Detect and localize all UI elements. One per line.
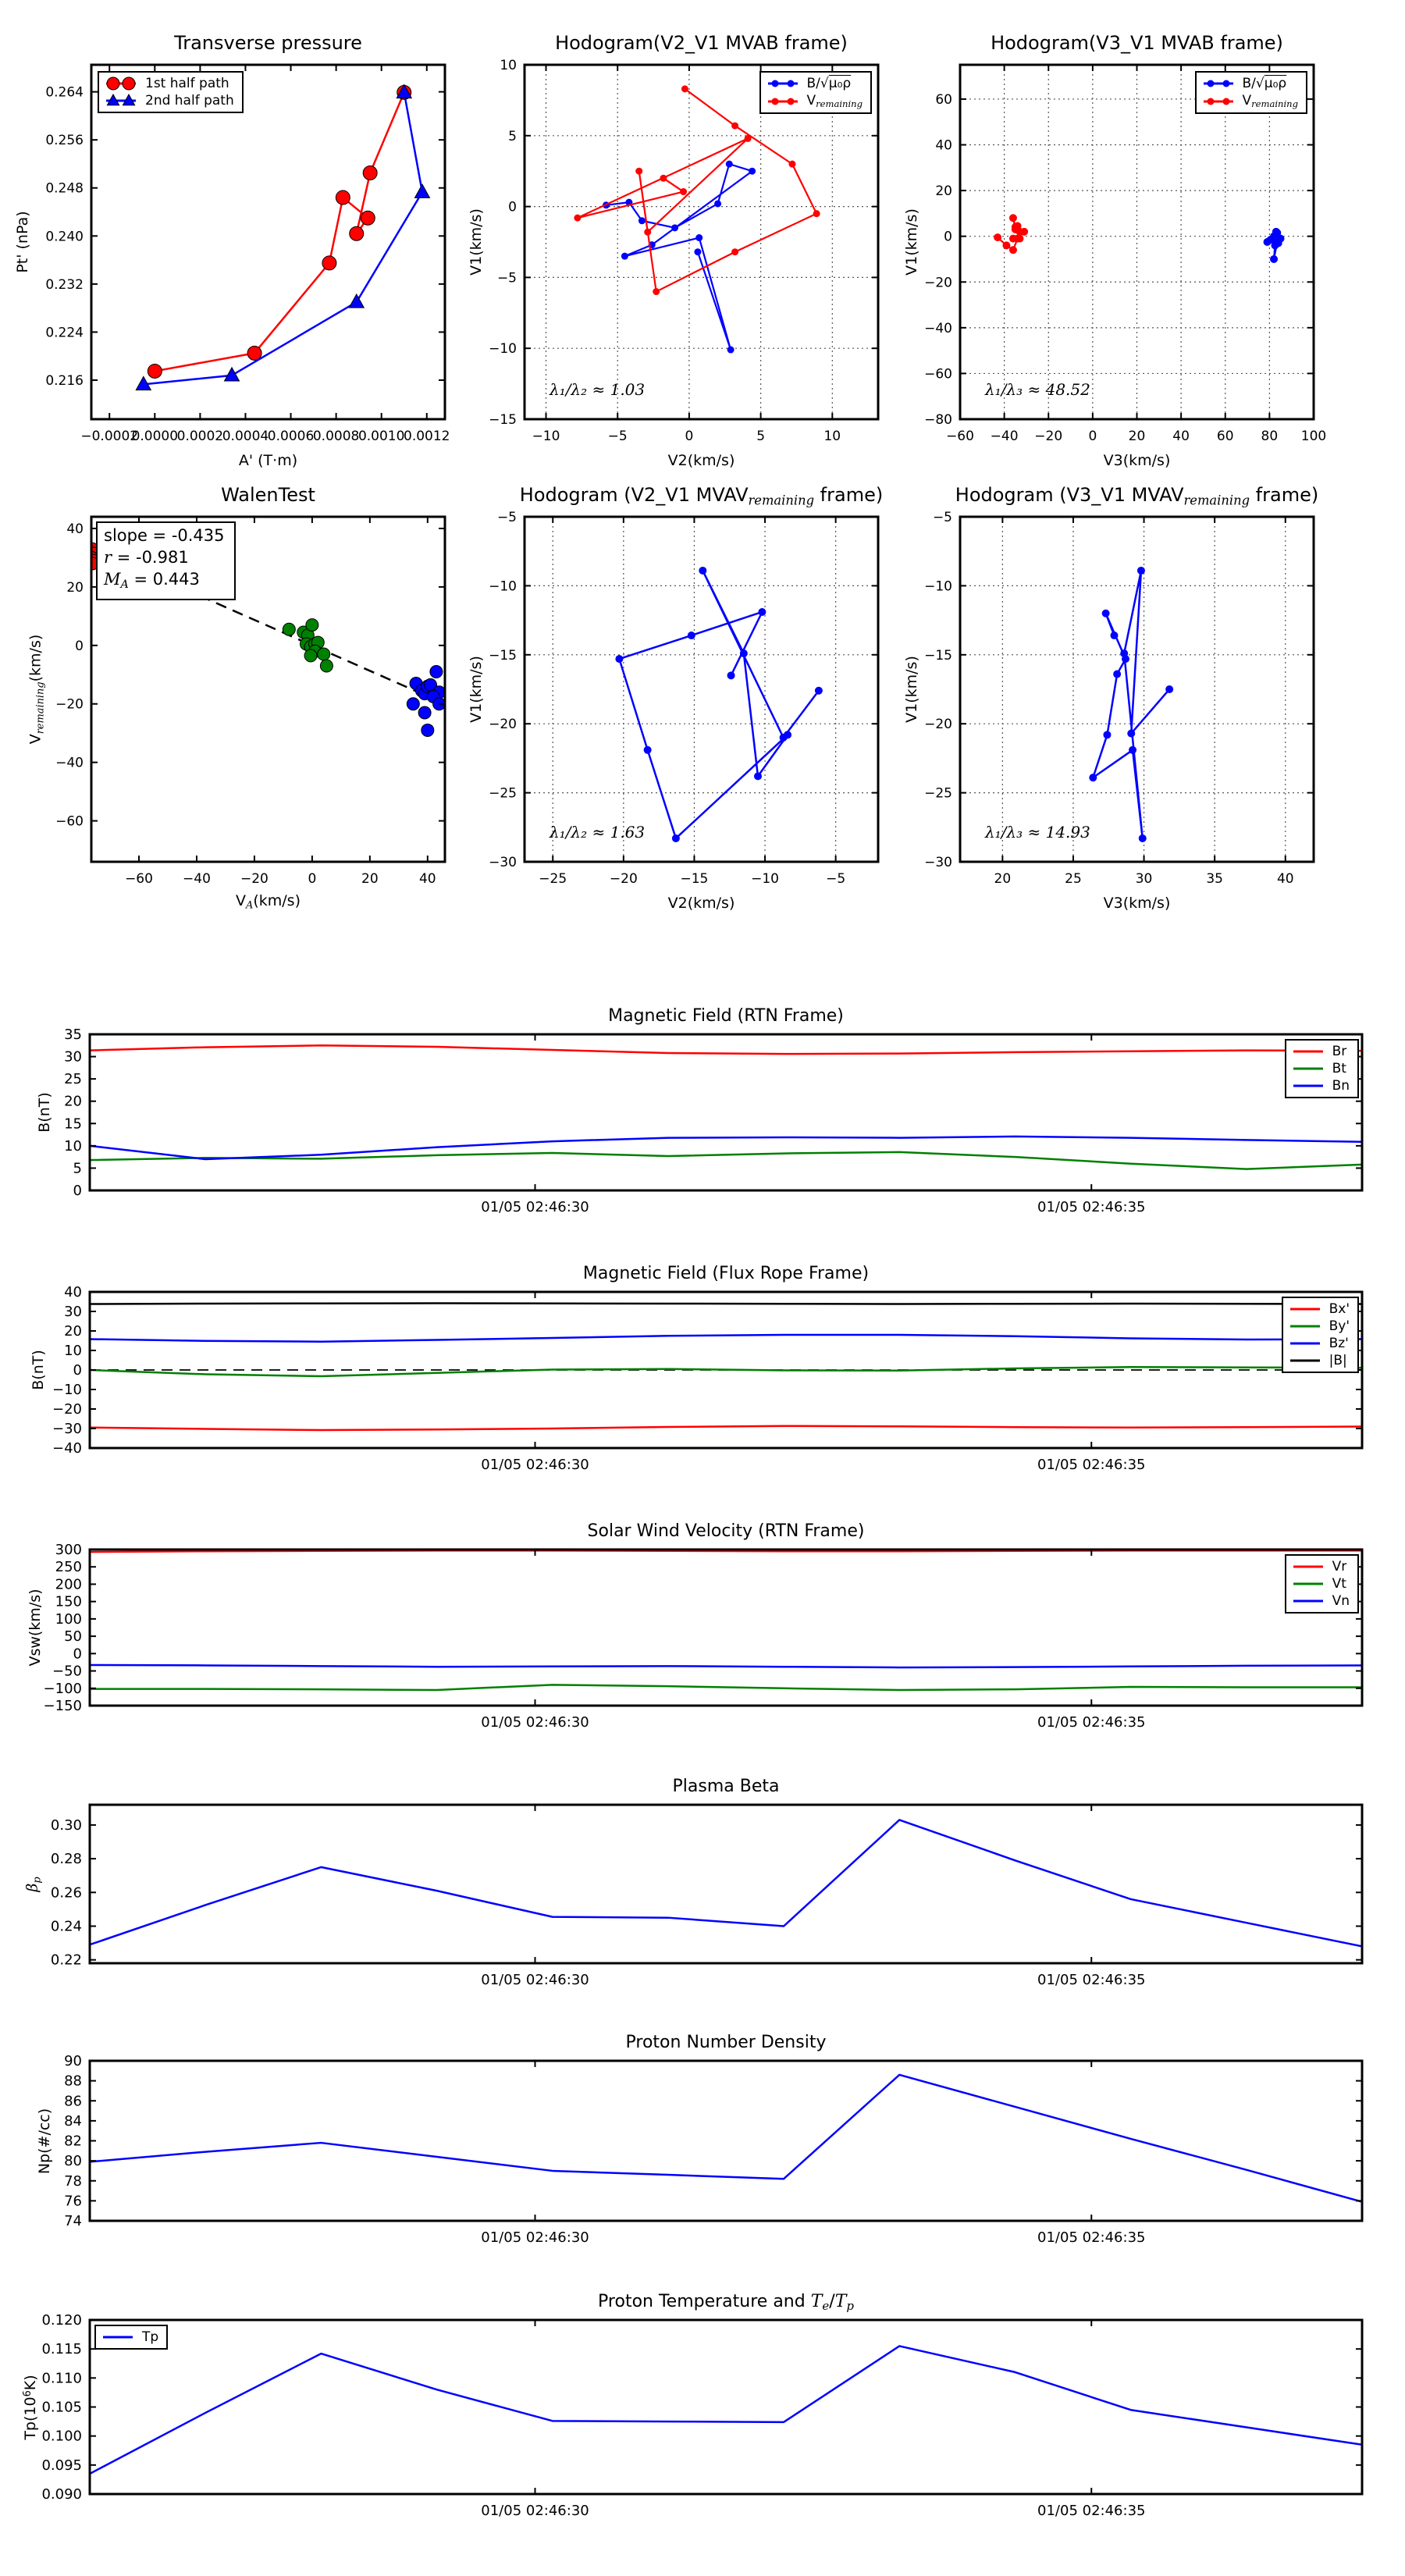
- svg-text:−20: −20: [609, 871, 638, 887]
- svg-text:0: 0: [75, 638, 84, 654]
- svg-text:0.0006: 0.0006: [267, 429, 315, 444]
- svg-text:40: 40: [1276, 871, 1294, 887]
- svg-text:−40: −40: [55, 755, 84, 771]
- panel-proton-temperature: [21, 2292, 1362, 2519]
- svg-text:76: 76: [64, 2193, 82, 2210]
- svg-text:−60: −60: [55, 813, 84, 830]
- x-axis-label: V3(km/s): [1103, 895, 1171, 912]
- svg-text:20: 20: [64, 1093, 82, 1110]
- svg-text:80: 80: [1261, 429, 1279, 444]
- svg-text:74: 74: [64, 2213, 82, 2229]
- svg-text:35: 35: [1206, 871, 1223, 887]
- svg-text:−40: −40: [183, 871, 211, 887]
- svg-text:20: 20: [361, 871, 379, 887]
- svg-text:−60: −60: [125, 871, 153, 887]
- svg-text:−15: −15: [489, 647, 517, 664]
- svg-text:−40: −40: [52, 1440, 82, 1457]
- hodogram-v3v1-mvab-plot: [924, 65, 1327, 444]
- svg-text:25: 25: [1065, 871, 1082, 887]
- svg-text:0.30: 0.30: [50, 1816, 82, 1834]
- x-axis-label: V2(km/s): [667, 895, 735, 912]
- svg-text:01/05 02:46:30: 01/05 02:46:30: [481, 1972, 589, 1988]
- svg-text:100: 100: [55, 1610, 82, 1628]
- y-axis-label: βp: [23, 1876, 44, 1892]
- svg-text:0.0002: 0.0002: [176, 429, 224, 444]
- panel-hodogram-v3v1-mvav: [903, 484, 1319, 912]
- panel-transverse-pressure: [14, 32, 450, 469]
- svg-text:01/05 02:46:35: 01/05 02:46:35: [1037, 1714, 1146, 1731]
- eigenvalue-ratio-annotation: λ₁/λ₃ ≈ 48.52: [985, 380, 1090, 399]
- solar-wind-velocity-plot: [43, 1542, 1362, 1731]
- svg-text:01/05 02:46:35: 01/05 02:46:35: [1037, 2503, 1146, 2519]
- walen-stats-box: [96, 521, 236, 600]
- svg-text:0.22: 0.22: [50, 1952, 82, 1969]
- svg-text:20: 20: [66, 579, 84, 596]
- svg-text:−5: −5: [496, 270, 517, 286]
- svg-text:20: 20: [1128, 429, 1146, 444]
- proton-number-density-plot: [64, 2053, 1362, 2246]
- svg-text:40: 40: [64, 1284, 82, 1300]
- svg-text:−30: −30: [52, 1421, 82, 1437]
- magnetic-field-flux-rope-plot: [52, 1284, 1362, 1473]
- svg-text:−25: −25: [924, 785, 952, 802]
- chart-title: Solar Wind Velocity (RTN Frame): [587, 1521, 865, 1541]
- svg-text:−25: −25: [489, 785, 517, 802]
- svg-text:200: 200: [55, 1576, 82, 1593]
- svg-text:0: 0: [685, 429, 694, 444]
- svg-text:−5: −5: [932, 510, 952, 525]
- eigenvalue-ratio-annotation: λ₁/λ₃ ≈ 14.93: [985, 823, 1090, 841]
- svg-text:5: 5: [508, 128, 517, 144]
- svg-text:30: 30: [64, 1048, 82, 1066]
- hodogram-v2v1-mvav-plot: [489, 510, 878, 887]
- svg-text:0.26: 0.26: [50, 1884, 82, 1902]
- svg-text:−20: −20: [55, 696, 84, 713]
- svg-text:−15: −15: [489, 412, 517, 428]
- y-axis-label: V1(km/s): [468, 656, 485, 723]
- svg-text:35: 35: [64, 1026, 82, 1043]
- legend: Vr Vt Vn: [1285, 1554, 1359, 1614]
- svg-text:250: 250: [55, 1559, 82, 1576]
- svg-text:40: 40: [935, 137, 952, 154]
- svg-text:86: 86: [64, 2093, 82, 2110]
- svg-text:0: 0: [1088, 429, 1097, 444]
- svg-text:0.095: 0.095: [41, 2457, 82, 2474]
- svg-text:0.256: 0.256: [45, 133, 84, 149]
- svg-text:15: 15: [64, 1115, 82, 1133]
- svg-text:0: 0: [508, 199, 517, 215]
- svg-text:30: 30: [1135, 871, 1153, 887]
- svg-text:0.248: 0.248: [45, 180, 84, 197]
- x-axis-label: V2(km/s): [667, 452, 735, 469]
- chart-title: Magnetic Field (Flux Rope Frame): [582, 1264, 870, 1283]
- svg-text:−80: −80: [924, 412, 952, 428]
- legend: B/√μ₀ρ Vremaining: [1195, 71, 1307, 114]
- svg-text:−15: −15: [680, 871, 709, 887]
- svg-text:−15: −15: [924, 647, 952, 664]
- legend: Tp: [94, 2325, 168, 2350]
- svg-text:40: 40: [66, 521, 84, 537]
- svg-text:−50: −50: [52, 1663, 82, 1680]
- svg-text:82: 82: [64, 2133, 82, 2150]
- svg-text:0.264: 0.264: [45, 84, 84, 101]
- svg-text:0.0000: 0.0000: [131, 429, 179, 444]
- x-axis-label: VA(km/s): [236, 892, 301, 912]
- svg-text:−30: −30: [924, 855, 952, 870]
- chart-title: Hodogram(V3_V1 MVAB frame): [991, 32, 1283, 54]
- svg-text:25: 25: [64, 1071, 82, 1088]
- svg-text:−20: −20: [924, 717, 952, 733]
- eigenvalue-ratio-annotation: λ₁/λ₂ ≈ 1.03: [550, 380, 646, 399]
- svg-text:01/05 02:46:30: 01/05 02:46:30: [481, 2503, 589, 2519]
- chart-title: Proton Number Density: [625, 2033, 827, 2052]
- legend: Bx' By' Bz' |B|: [1282, 1297, 1359, 1373]
- panel-plasma-beta: [23, 1777, 1362, 1988]
- svg-text:80: 80: [64, 2153, 82, 2170]
- svg-text:−60: −60: [924, 366, 952, 382]
- svg-text:40: 40: [418, 871, 436, 887]
- y-axis-label: V1(km/s): [903, 208, 920, 276]
- svg-text:−5: −5: [496, 510, 517, 525]
- svg-text:−5: −5: [826, 871, 846, 887]
- svg-text:300: 300: [55, 1542, 82, 1558]
- svg-text:01/05 02:46:30: 01/05 02:46:30: [481, 1714, 589, 1731]
- svg-text:0.28: 0.28: [50, 1851, 82, 1868]
- chart-title: WalenTest: [221, 484, 315, 506]
- svg-text:0.0008: 0.0008: [312, 429, 360, 444]
- svg-text:−10: −10: [489, 578, 517, 595]
- svg-text:−0.0002: −0.0002: [80, 429, 139, 444]
- svg-text:0.24: 0.24: [50, 1918, 82, 1935]
- x-axis-label: V3(km/s): [1103, 452, 1171, 469]
- svg-text:0: 0: [73, 1183, 82, 1199]
- svg-text:−40: −40: [924, 320, 952, 336]
- svg-text:0.224: 0.224: [45, 325, 84, 341]
- magnetic-field-rtn-plot: [64, 1026, 1362, 1215]
- y-axis-label: V1(km/s): [903, 656, 920, 723]
- svg-text:−40: −40: [990, 429, 1019, 444]
- svg-text:01/05 02:46:30: 01/05 02:46:30: [481, 1199, 589, 1215]
- y-axis-label: Np(#/cc): [36, 2108, 53, 2174]
- svg-text:−5: −5: [607, 429, 628, 444]
- svg-text:01/05 02:46:35: 01/05 02:46:35: [1037, 1972, 1146, 1988]
- svg-text:84: 84: [64, 2112, 82, 2129]
- svg-text:0.232: 0.232: [45, 276, 84, 293]
- plasma-beta-plot: [50, 1805, 1362, 1988]
- chart-title: Plasma Beta: [672, 1777, 780, 1796]
- svg-text:−20: −20: [489, 717, 517, 733]
- svg-text:0.115: 0.115: [41, 2341, 82, 2358]
- svg-text:−10: −10: [751, 871, 779, 887]
- svg-text:20: 20: [994, 871, 1012, 887]
- legend: 1st half path 2nd half path: [98, 71, 244, 113]
- panel-walen-test: [27, 484, 445, 912]
- panel-proton-number-density: [36, 2033, 1362, 2246]
- svg-text:5: 5: [73, 1160, 82, 1177]
- chart-title: Transverse pressure: [174, 32, 362, 54]
- y-axis-label: Pt' (nPa): [14, 211, 31, 273]
- walen-slope: slope = -0.435: [104, 526, 225, 545]
- svg-text:60: 60: [935, 91, 952, 108]
- chart-title: Proton Temperature and Te/Tp: [598, 2292, 854, 2314]
- walen-mach-number: MA = 0.443: [104, 570, 200, 591]
- svg-text:88: 88: [64, 2073, 82, 2090]
- svg-text:−20: −20: [240, 871, 269, 887]
- svg-text:−10: −10: [489, 341, 517, 358]
- legend: B/√μ₀ρ Vremaining: [759, 71, 872, 114]
- svg-text:0: 0: [944, 229, 952, 245]
- svg-text:150: 150: [55, 1593, 82, 1610]
- transverse-pressure-plot: [45, 65, 450, 444]
- panel-magnetic-field-rtn: [36, 1006, 1362, 1215]
- svg-text:0.100: 0.100: [41, 2428, 82, 2445]
- svg-text:−20: −20: [1034, 429, 1063, 444]
- chart-title: Hodogram (V3_V1 MVAVremaining frame): [955, 484, 1319, 508]
- panel-hodogram-v2v1-mvav: [468, 484, 884, 912]
- panel-solar-wind-velocity: [27, 1521, 1362, 1731]
- svg-text:10: 10: [823, 429, 841, 444]
- y-axis-label: $Tp(10^6K)$: [21, 2374, 40, 2440]
- svg-text:0.240: 0.240: [45, 229, 84, 245]
- proton-temperature-plot: [41, 2312, 1362, 2519]
- svg-text:0.0010: 0.0010: [357, 429, 405, 444]
- svg-text:90: 90: [64, 2053, 82, 2069]
- svg-text:10: 10: [64, 1137, 82, 1155]
- svg-text:10: 10: [64, 1343, 82, 1359]
- svg-text:−10: −10: [532, 429, 560, 444]
- y-axis-label: B(nT): [36, 1092, 53, 1133]
- svg-text:0.110: 0.110: [41, 2370, 82, 2387]
- svg-text:0: 0: [73, 1646, 82, 1663]
- svg-text:−30: −30: [489, 855, 517, 870]
- hodogram-v2v1-mvab-plot: [489, 58, 878, 444]
- svg-text:01/05 02:46:35: 01/05 02:46:35: [1037, 2229, 1146, 2246]
- svg-text:10: 10: [500, 58, 517, 73]
- svg-text:0.090: 0.090: [41, 2486, 82, 2503]
- svg-text:5: 5: [756, 429, 766, 444]
- svg-text:60: 60: [1216, 429, 1234, 444]
- svg-text:−10: −10: [924, 578, 952, 595]
- chart-title: Hodogram (V2_V1 MVAVremaining frame): [519, 484, 884, 508]
- svg-text:0: 0: [308, 871, 317, 887]
- x-axis-label: A' (T·m): [238, 452, 298, 469]
- svg-text:−150: −150: [43, 1698, 82, 1714]
- eigenvalue-ratio-annotation: λ₁/λ₂ ≈ 1.63: [550, 823, 646, 841]
- svg-text:30: 30: [64, 1304, 82, 1320]
- y-axis-label: Vremaining(km/s): [27, 634, 47, 745]
- svg-text:01/05 02:46:30: 01/05 02:46:30: [481, 1457, 589, 1473]
- chart-title: Magnetic Field (RTN Frame): [608, 1006, 844, 1026]
- svg-text:01/05 02:46:30: 01/05 02:46:30: [481, 2229, 589, 2246]
- svg-text:−20: −20: [52, 1401, 82, 1418]
- hodogram-v3v1-mvav-plot: [924, 510, 1314, 887]
- svg-text:01/05 02:46:35: 01/05 02:46:35: [1037, 1457, 1146, 1473]
- svg-text:−25: −25: [539, 871, 567, 887]
- svg-text:20: 20: [935, 183, 952, 200]
- svg-text:01/05 02:46:35: 01/05 02:46:35: [1037, 1199, 1146, 1215]
- svg-text:−60: −60: [946, 429, 974, 444]
- legend: Br Bt Bn: [1285, 1039, 1359, 1098]
- panel-hodogram-v2v1-mvab: [468, 32, 878, 469]
- svg-text:78: 78: [64, 2172, 82, 2190]
- walen-correlation: r = -0.981: [104, 548, 189, 567]
- svg-text:−10: −10: [52, 1382, 82, 1398]
- panel-magnetic-field-flux-rope: [30, 1264, 1362, 1473]
- panel-hodogram-v3v1-mvab: [903, 32, 1327, 469]
- svg-text:50: 50: [64, 1628, 82, 1646]
- svg-text:40: 40: [1172, 429, 1190, 444]
- y-axis-label: B(nT): [30, 1350, 47, 1390]
- svg-text:0: 0: [73, 1362, 82, 1379]
- svg-text:0.105: 0.105: [41, 2399, 82, 2416]
- chart-title: Hodogram(V2_V1 MVAB frame): [555, 32, 848, 54]
- svg-text:100: 100: [1300, 429, 1327, 444]
- svg-text:0.0004: 0.0004: [222, 429, 269, 444]
- svg-text:20: 20: [64, 1323, 82, 1340]
- y-axis-label: Vsw(km/s): [27, 1589, 44, 1667]
- svg-text:0.0012: 0.0012: [404, 429, 450, 444]
- svg-text:0.216: 0.216: [45, 372, 84, 389]
- y-axis-label: V1(km/s): [468, 208, 485, 276]
- svg-text:0.120: 0.120: [41, 2312, 82, 2329]
- svg-text:−20: −20: [924, 275, 952, 291]
- svg-text:−100: −100: [43, 1680, 82, 1697]
